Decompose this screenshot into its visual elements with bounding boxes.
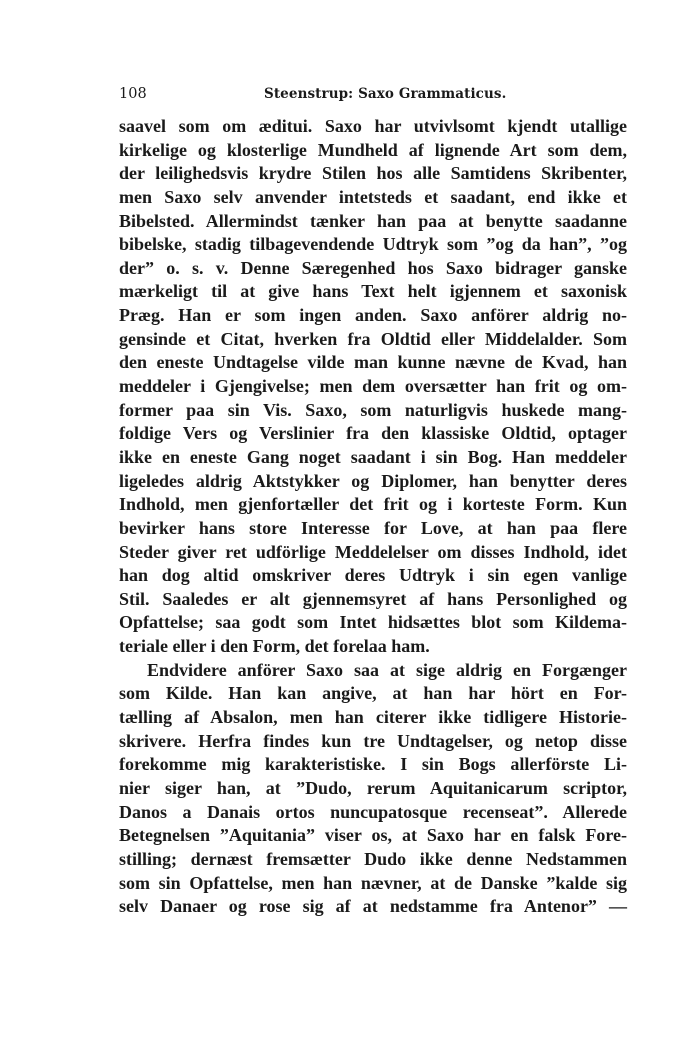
text-line: Danos a Danais ortos nuncupatosque recenseat”. Allerede: [119, 801, 627, 822]
text-line: Indhold, men gjenfortæller det frit og i korteste Form. Kun: [119, 494, 627, 515]
page-number: 108: [119, 86, 147, 102]
text-line: men Saxo selv anvender intetsteds et saadant, end ikke et: [119, 186, 627, 207]
text-line: kirkelige og klosterlige Mundheld af lignende Art som dem,: [119, 139, 627, 160]
text-line: Steder giver ret udförlige Meddelelser om disses Indhold, idet: [119, 541, 627, 562]
text-line: former paa sin Vis. Saxo, som naturligvis huskede mang-: [119, 399, 627, 420]
text-line: mærkeligt til at give hans Text helt igjennem et saxonisk: [119, 281, 627, 302]
text-line: tælling af Absalon, men han citerer ikke tidligere Historie-: [119, 707, 627, 728]
text-line: stilling; dernæst fremsætter Dudo ikke denne Nedstammen: [119, 848, 627, 869]
text-line: gensinde et Citat, hverken fra Oldtid eller Middelalder. Som: [119, 328, 627, 349]
text-line: som sin Opfattelse, men han nævner, at de Danske ”kalde sig: [119, 872, 627, 893]
book-page: [119, 82, 627, 919]
text-line: forekomme mig karakteristiske. I sin Bogs allerförste Li-: [119, 754, 627, 775]
page-header: [119, 82, 627, 106]
body-text: [119, 115, 627, 919]
text-line: bibelske, stadig tilbagevendende Udtryk som ”og da han”, ”og: [119, 234, 627, 255]
text-line: der” o. s. v. Denne Særegenhed hos Saxo bidrager ganske: [119, 257, 627, 278]
running-head: Steenstrup: Saxo Grammaticus.: [264, 86, 507, 102]
text-line: nier siger han, at ”Dudo, rerum Aquitanicarum scriptor,: [119, 777, 627, 798]
text-line: Opfattelse; saa godt som Intet hidsættes blot som Kildema-: [119, 612, 627, 633]
text-line: bevirker hans store Interesse for Love, at han paa flere: [119, 517, 627, 538]
paragraph-start-line: Endvidere anförer Saxo saa at sige aldrig en Forgænger: [147, 659, 627, 680]
text-line: han dog altid omskriver deres Udtryk i sin egen vanlige: [119, 565, 627, 586]
text-line: den eneste Undtagelse vilde man kunne nævne de Kvad, han: [119, 352, 627, 373]
text-line: ligeledes aldrig Aktstykker og Diplomer, han benytter deres: [119, 470, 627, 491]
text-line: skrivere. Herfra findes kun tre Undtagelser, og netop disse: [119, 730, 627, 751]
text-line: Bibelsted. Allermindst tænker han paa at benytte saadanne: [119, 210, 627, 231]
text-line: saavel som om æditui. Saxo har utvivlsomt kjendt utallige: [119, 116, 627, 136]
paragraph-end-line: teriale eller i den Form, det forelaa ham.: [119, 636, 430, 657]
text-line: der leilighedsvis krydre Stilen hos alle Samtidens Skribenter,: [119, 163, 627, 184]
text-line: Stil. Saaledes er alt gjennemsyret af hans Personlighed og: [119, 588, 627, 609]
text-line: selv Danaer og rose sig af at nedstamme fra Antenor” —: [119, 896, 627, 917]
text-line: meddeler i Gjengivelse; men dem oversætter han frit og om-: [119, 376, 627, 397]
text-line: Betegnelsen ”Aquitania” viser os, at Saxo har en falsk Fore-: [119, 825, 627, 846]
text-line: foldige Vers og Verslinier fra den klassiske Oldtid, optager: [119, 423, 627, 444]
text-line: ikke en eneste Gang noget saadant i sin Bog. Han meddeler: [119, 446, 627, 467]
text-line: Præg. Han er som ingen anden. Saxo anförer aldrig no-: [119, 305, 627, 326]
text-line: som Kilde. Han kan angive, at han har hört en For-: [119, 683, 627, 704]
